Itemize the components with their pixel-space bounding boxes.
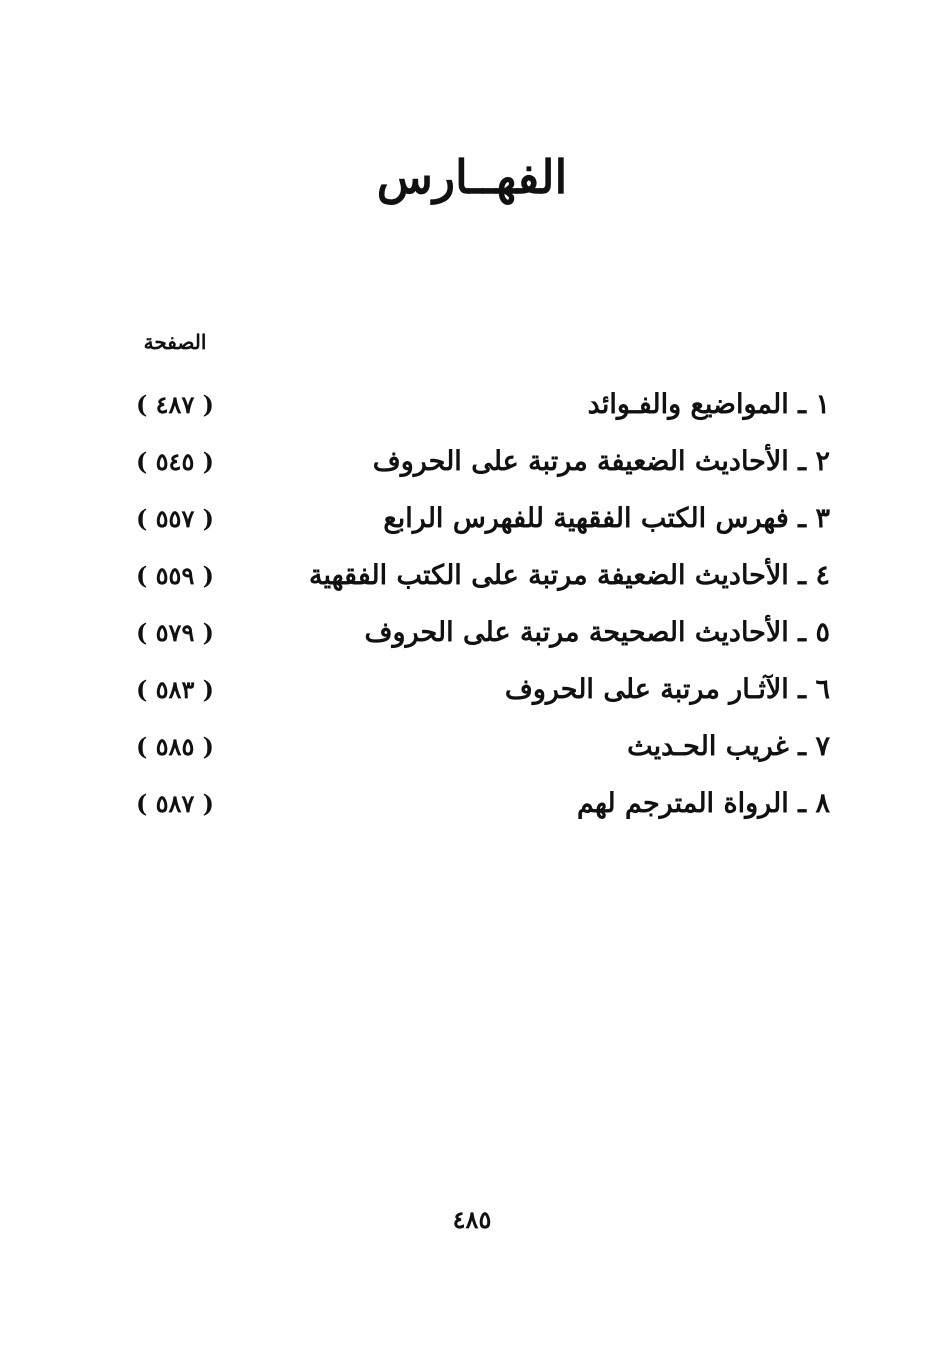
toc-entry-page: ( ٥٧٩ ) <box>135 618 215 647</box>
toc-entry-page: ( ٥٨٣ ) <box>135 675 215 704</box>
toc-entry-page: ( ٤٨٧ ) <box>135 390 215 419</box>
toc-entry <box>110 433 830 490</box>
toc-entry-title: ٣ ـ فهرس الكتب الفقهية للفهرس الرابع <box>383 503 830 534</box>
toc-entry <box>110 775 830 832</box>
toc-entry-page: ( ٥٨٥ ) <box>135 732 215 761</box>
page-number: ٤٨٥ <box>452 1205 492 1234</box>
toc-entry-title: ٤ ـ الأحاديث الضعيفة مرتبة على الكتب الفقهية <box>308 560 830 591</box>
toc-entry-title: ١ ـ المواضيع والفـوائد <box>587 389 830 420</box>
toc-entry <box>110 490 830 547</box>
toc-entry-title: ٥ ـ الأحاديث الصحيحة مرتبة على الحروف <box>364 617 830 648</box>
toc-entry-title: ٦ ـ الآثـار مرتبة على الحروف <box>504 674 830 705</box>
toc-entry <box>110 604 830 661</box>
page-title: الفهــارس <box>376 150 568 204</box>
toc-entry-page: ( ٥٤٥ ) <box>135 447 215 476</box>
page-column-header: الصفحة <box>143 330 207 354</box>
toc-entry-title: ٢ ـ الأحاديث الضعيفة مرتبة على الحروف <box>372 446 830 477</box>
toc-entry-page: ( ٥٥٩ ) <box>135 561 215 590</box>
toc-entry-title: ٨ ـ الرواة المترجم لهم <box>576 788 830 819</box>
toc-entry <box>110 661 830 718</box>
toc-entry <box>110 547 830 604</box>
toc-entry-title: ٧ ـ غريب الحـديث <box>627 731 830 762</box>
toc-entry-page: ( ٥٨٧ ) <box>135 789 215 818</box>
toc-entry <box>110 376 830 433</box>
toc-entry-page: ( ٥٥٧ ) <box>135 504 215 533</box>
table-of-contents <box>110 376 830 832</box>
toc-entry <box>110 718 830 775</box>
